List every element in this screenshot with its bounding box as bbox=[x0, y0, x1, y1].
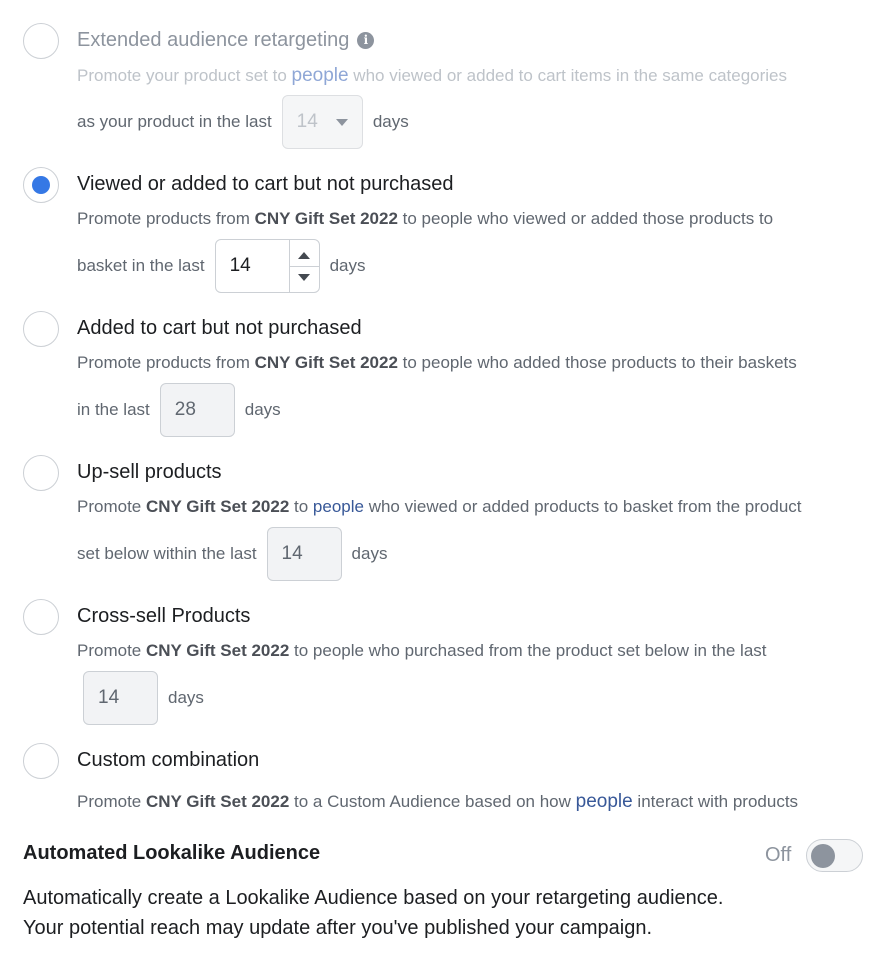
caret-down-icon bbox=[336, 119, 348, 126]
option-description: Promote your product set to people who viewed or added to cart items in the same categories bbox=[77, 65, 788, 86]
days-input[interactable]: 14 bbox=[83, 671, 158, 725]
days-prefix: in the last bbox=[77, 400, 150, 419]
product-set-name: CNY Gift Set 2022 bbox=[145, 641, 290, 660]
product-set-name: CNY Gift Set 2022 bbox=[254, 209, 398, 228]
toggle-knob bbox=[811, 844, 835, 868]
people-link[interactable]: people bbox=[575, 791, 633, 812]
days-suffix: days bbox=[351, 544, 388, 563]
people-link[interactable]: people bbox=[312, 497, 364, 516]
option-description: Promote products from CNY Gift Set 2022 to people who added those products to their baskets bbox=[77, 353, 797, 372]
info-icon[interactable]: i bbox=[357, 32, 374, 49]
product-set-name: CNY Gift Set 2022 bbox=[254, 353, 398, 372]
lookalike-desc-line1: Automatically create a Lookalike Audience based on your retargeting audience. bbox=[23, 887, 724, 909]
product-set-name: CNY Gift Set 2022 bbox=[145, 792, 290, 811]
option-description: Promote CNY Gift Set 2022 to people who viewed or added products to basket from the product bbox=[77, 497, 802, 516]
radio-custom-combination[interactable] bbox=[23, 743, 59, 779]
days-suffix: days bbox=[372, 112, 409, 131]
option-title: Extended audience retargeting bbox=[77, 29, 350, 51]
days-prefix: set below within the last bbox=[77, 544, 257, 563]
lookalike-toggle[interactable] bbox=[806, 839, 863, 872]
increment-arrow-icon[interactable] bbox=[298, 252, 310, 259]
option-title: Added to cart but not purchased bbox=[77, 317, 362, 339]
lookalike-desc-line2: Your potential reach may update after you've published your campaign. bbox=[23, 917, 653, 939]
option-title: Cross-sell Products bbox=[77, 605, 251, 627]
days-suffix: days bbox=[168, 688, 204, 707]
option-title: Viewed or added to cart but not purchased bbox=[77, 173, 454, 195]
radio-added-to-cart[interactable] bbox=[23, 311, 59, 347]
product-set-name: CNY Gift Set 2022 bbox=[145, 497, 290, 516]
lookalike-description bbox=[23, 883, 723, 943]
days-suffix: days bbox=[329, 256, 366, 275]
option-description: Promote CNY Gift Set 2022 to a Custom Audience based on how people interact with products bbox=[77, 791, 799, 812]
radio-cross-sell-products[interactable] bbox=[23, 599, 59, 635]
people-link[interactable]: people bbox=[291, 65, 349, 86]
toggle-state-label: Off bbox=[765, 844, 792, 866]
decrement-arrow-icon[interactable] bbox=[298, 274, 310, 281]
radio-up-sell-products[interactable] bbox=[23, 455, 59, 491]
days-input[interactable]: 28 bbox=[160, 383, 235, 437]
days-value: 14 bbox=[296, 111, 318, 132]
days-value: 14 bbox=[229, 255, 251, 276]
radio-viewed-or-added-to-cart[interactable] bbox=[23, 167, 59, 203]
radio-extended-audience-retargeting[interactable] bbox=[23, 23, 59, 59]
days-input[interactable]: 14 bbox=[267, 527, 342, 581]
lookalike-title: Automated Lookalike Audience bbox=[23, 842, 321, 864]
option-title: Custom combination bbox=[77, 749, 260, 771]
option-description: Promote CNY Gift Set 2022 to people who purchased from the product set below in the last bbox=[77, 641, 767, 660]
days-stepper[interactable] bbox=[215, 239, 320, 293]
days-dropdown[interactable] bbox=[282, 95, 363, 149]
days-prefix: basket in the last bbox=[77, 256, 205, 275]
days-prefix: as your product in the last bbox=[77, 112, 272, 131]
days-suffix: days bbox=[244, 400, 281, 419]
option-description: Promote products from CNY Gift Set 2022 to people who viewed or added those products to bbox=[77, 209, 774, 228]
option-title: Up-sell products bbox=[77, 461, 222, 483]
